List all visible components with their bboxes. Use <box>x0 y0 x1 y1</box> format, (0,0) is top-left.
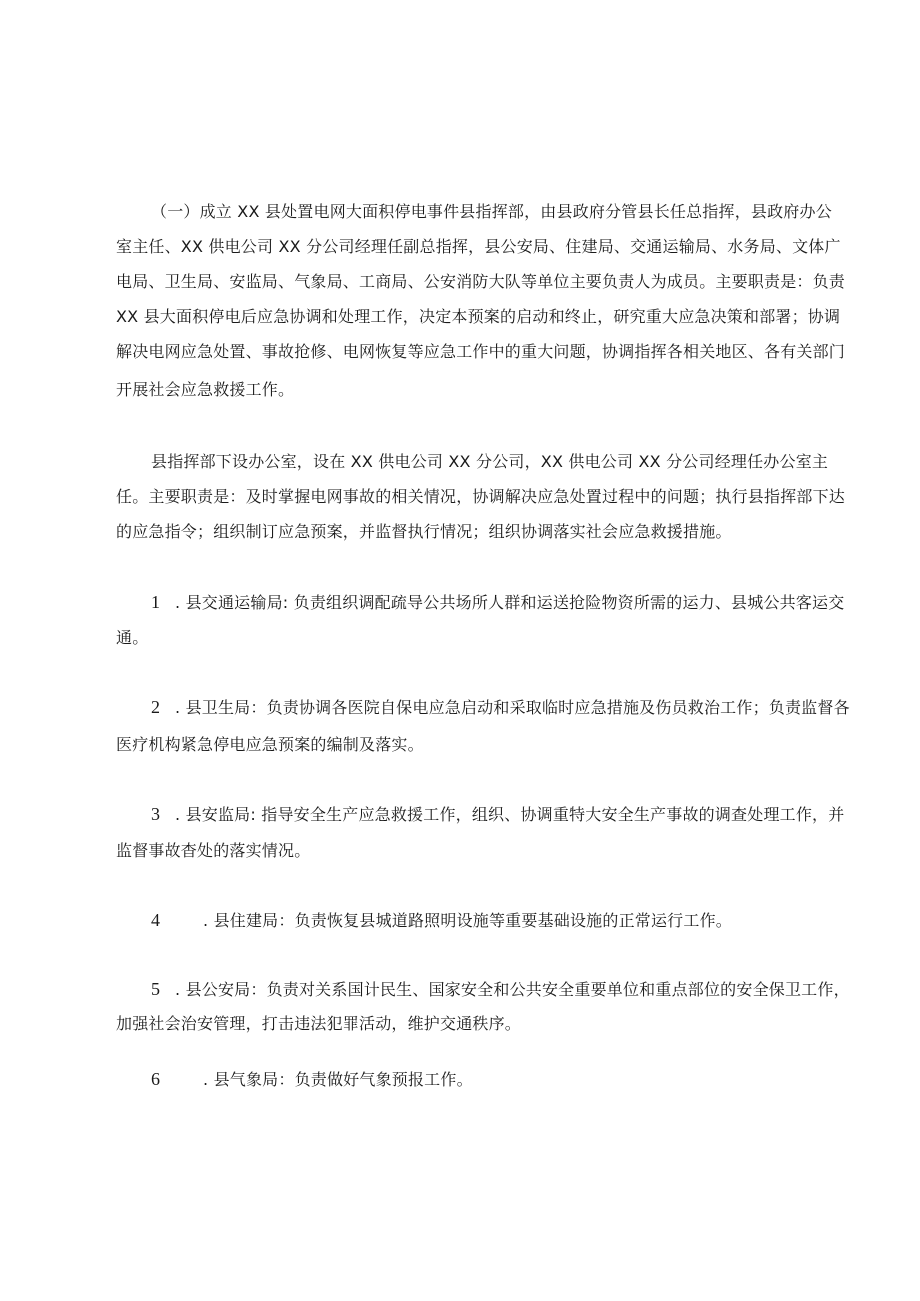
paragraph-line: 医疗机构紧急停电应急预案的编制及落实。 <box>116 735 424 754</box>
paragraph-line: 任。主要职责是：及时掌握电网事故的相关情况，协调解决应急处置过程中的问题；执行县指挥部下达 <box>116 487 846 506</box>
item-number: 1 <box>151 592 161 612</box>
item-text: . 县卫生局：负责协调各医院自保电应急启动和采取临时应急措施及伤员救治工作；负责监督各 <box>175 698 850 717</box>
paragraph-line: XX 县大面积停电后应急协调和处理工作，决定本预案的启动和终止，研究重大应急决策和部署；协调 <box>116 307 841 326</box>
item-text: . 县交通运输局: 负责组织调配疏导公共场所人群和运送抢险物资所需的运力、县城公共客运交 <box>175 593 845 612</box>
item-number: 4 <box>151 910 161 930</box>
paragraph-line <box>151 1069 473 1090</box>
paragraph-line <box>151 979 850 1000</box>
item-number: 2 <box>151 697 161 717</box>
paragraph-line <box>151 804 844 825</box>
item-text: . 县住建局：负责恢复县城道路照明设施等重要基础设施的正常运行工作。 <box>203 911 732 930</box>
paragraph-line <box>151 592 844 613</box>
item-text: . 县气象局：负责做好气象预报工作。 <box>203 1070 473 1089</box>
paragraph-line: 开展社会应急救援工作。 <box>116 380 295 399</box>
paragraph-line <box>151 697 850 718</box>
paragraph-line: （一）成立 XX 县处置电网大面积停电事件县指挥部，由县政府分管县长任总指挥，县政府办公 <box>151 202 832 221</box>
item-number: 6 <box>151 1069 161 1089</box>
paragraph-line: 通。 <box>116 628 149 647</box>
item-number: 5 <box>151 979 161 999</box>
paragraph-line: 解决电网应急处置、事故抢修、电网恢复等应急工作中的重大问题，协调指挥各相关地区、各有关部门 <box>116 342 846 361</box>
paragraph-line: 县指挥部下设办公室，设在 XX 供电公司 XX 分公司，XX 供电公司 XX 分公司经理任办公室主 <box>151 452 829 471</box>
paragraph-line <box>151 910 732 931</box>
paragraph-line: 电局、卫生局、安监局、气象局、工商局、公安消防大队等单位主要负责人为成员。主要职责是：负责 <box>116 272 846 291</box>
item-text: . 县公安局：负责对关系国计民生、国家安全和公共安全重要单位和重点部位的安全保卫工作， <box>175 980 850 999</box>
paragraph-line: 的应急指令；组织制订应急预案，并监督执行情况；组织协调落实社会应急救援措施。 <box>116 522 732 541</box>
item-text: . 县安监局: 指导安全生产应急救援工作，组织、协调重特大安全生产事故的调查处理工作，并 <box>175 805 845 824</box>
paragraph-line: 监督事故杳处的落实情况。 <box>116 841 311 860</box>
item-number: 3 <box>151 804 161 824</box>
paragraph-line: 室主任、XX 供电公司 XX 分公司经理任副总指挥，县公安局、住建局、交通运输局、水务局、文体广 <box>116 237 841 256</box>
paragraph-line: 加强社会治安管理，打击违法犯罪活动，维护交通秩序。 <box>116 1014 522 1033</box>
